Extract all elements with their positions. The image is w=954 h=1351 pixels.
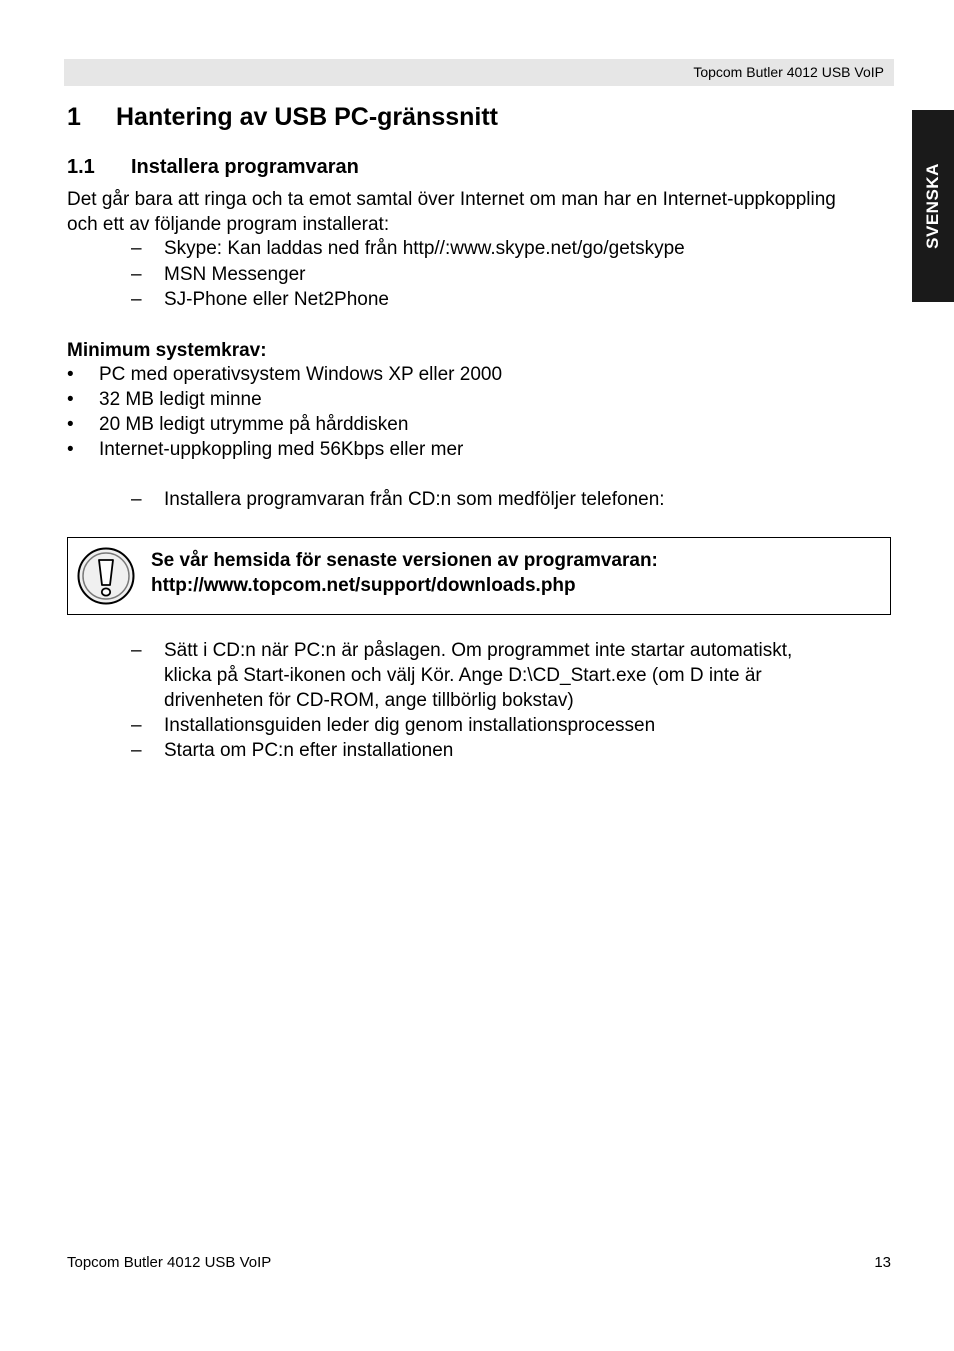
- notice-box: [67, 537, 891, 615]
- list-dash: –: [131, 489, 142, 510]
- list-bullet: •: [67, 439, 74, 460]
- list-bullet: •: [67, 414, 74, 435]
- requirement-item-os: PC med operativsystem Windows XP eller 2000: [99, 364, 503, 385]
- requirement-item-memory: 32 MB ledigt minne: [99, 389, 262, 410]
- step-1-line-1: Sätt i CD:n när PC:n är påslagen. Om programmet inte startar automatiskt,: [164, 640, 793, 661]
- step-1-line-3: drivenheten för CD-ROM, ange tillbörlig bokstav): [164, 690, 574, 711]
- footer-product-name: Topcom Butler 4012 USB VoIP: [67, 1254, 272, 1271]
- notice-url: http://www.topcom.net/support/downloads.php: [151, 575, 576, 596]
- subsection-number: 1.1: [67, 156, 95, 178]
- list-bullet: •: [67, 364, 74, 385]
- header-product-name: Topcom Butler 4012 USB VoIP: [693, 64, 884, 80]
- list-dash: –: [131, 740, 142, 761]
- section-heading: [67, 103, 498, 132]
- requirements-heading: Minimum systemkrav:: [67, 340, 267, 361]
- requirement-item-disk: 20 MB ledigt utrymme på hårddisken: [99, 414, 409, 435]
- language-tab-label: SVENSKA: [923, 163, 942, 249]
- list-dash: –: [131, 289, 142, 310]
- requirement-item-internet: Internet-uppkoppling med 56Kbps eller mer: [99, 439, 464, 460]
- language-tab: [912, 110, 954, 302]
- intro-line-2: och ett av följande program installerat:: [67, 214, 390, 235]
- subsection-heading: [67, 156, 359, 179]
- page-number: 13: [874, 1254, 891, 1271]
- program-item-sjphone: SJ-Phone eller Net2Phone: [164, 289, 389, 310]
- intro-line-1: Det går bara att ringa och ta emot samtal över Internet om man har en Internet-uppkoppling: [67, 189, 836, 210]
- section-number: 1: [67, 103, 81, 131]
- subsection-title: Installera programvaran: [131, 156, 359, 178]
- notice-text: Se vår hemsida för senaste versionen av programvaran:: [151, 550, 658, 571]
- list-dash: –: [131, 238, 142, 259]
- program-item-skype: Skype: Kan laddas ned från http//:www.skype.net/go/getskype: [164, 238, 685, 259]
- exclamation-icon: [77, 547, 135, 605]
- step-1-line-2: klicka på Start-ikonen och välj Kör. Ange D:\CD_Start.exe (om D inte är: [164, 665, 762, 686]
- program-item-msn: MSN Messenger: [164, 264, 306, 285]
- header-bar: [64, 59, 894, 86]
- list-dash: –: [131, 640, 142, 661]
- install-step: Installera programvaran från CD:n som medföljer telefonen:: [164, 489, 665, 510]
- list-bullet: •: [67, 389, 74, 410]
- section-title: Hantering av USB PC-gränssnitt: [116, 103, 499, 131]
- step-2: Installationsguiden leder dig genom installationsprocessen: [164, 715, 656, 736]
- step-3: Starta om PC:n efter installationen: [164, 740, 454, 761]
- list-dash: –: [131, 715, 142, 736]
- list-dash: –: [131, 264, 142, 285]
